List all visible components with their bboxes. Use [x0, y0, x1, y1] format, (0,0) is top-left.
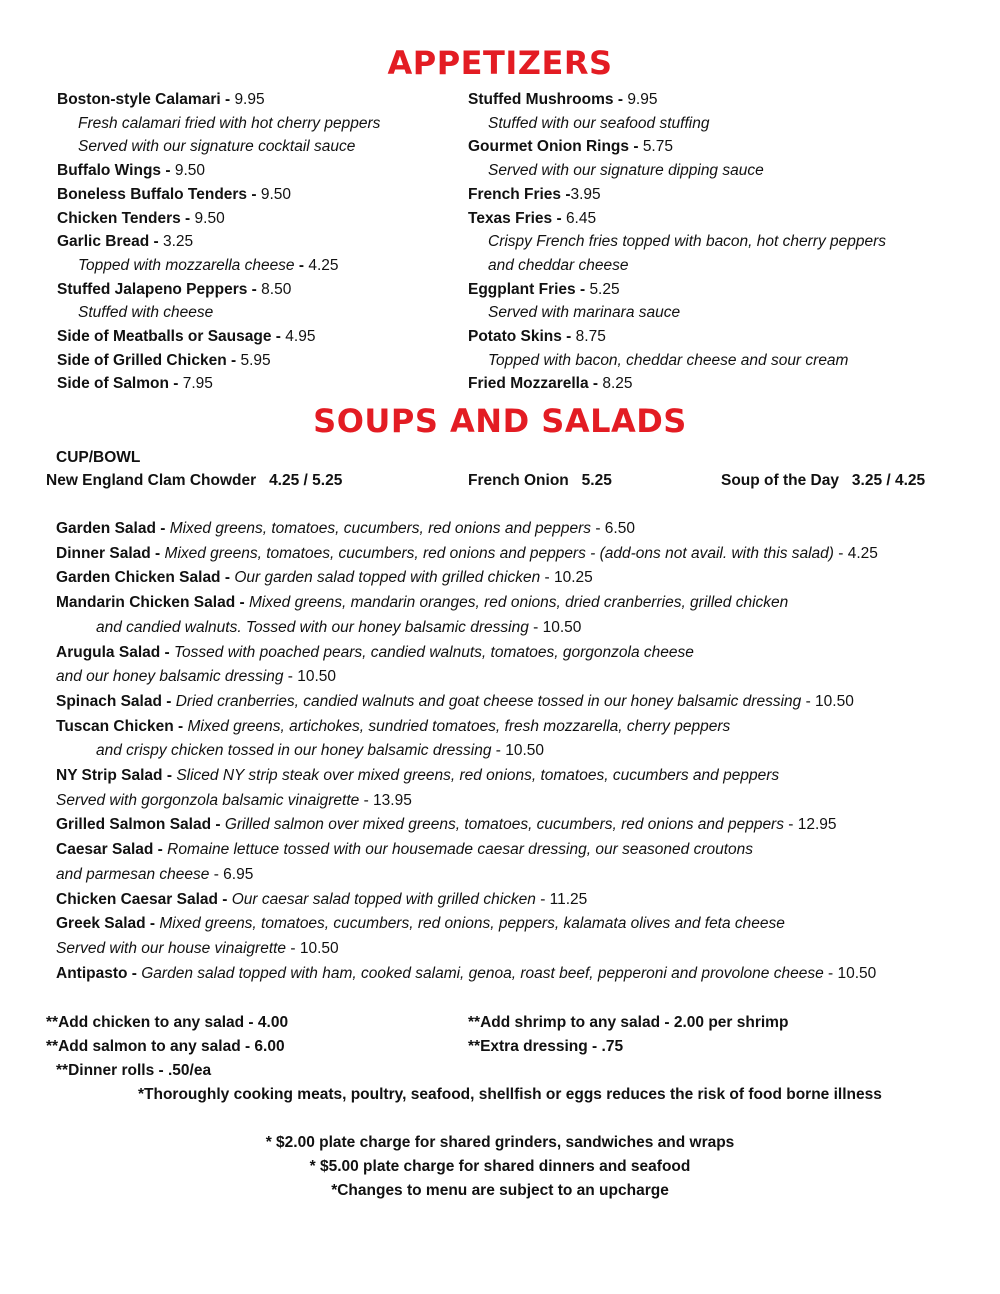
salad-price: - 10.50 — [491, 742, 545, 760]
menu-item — [468, 185, 601, 205]
item-name: Side of Meatballs or Sausage - — [57, 328, 286, 345]
addon-salmon: **Add salmon to any salad - 6.00 — [46, 1038, 285, 1055]
salad-price: - 10.50 — [283, 668, 337, 686]
salad-line — [56, 890, 587, 910]
salad-description: Mixed greens, tomatoes, cucumbers, red onions and peppers - (add-ons not avail. with this salad) — [164, 544, 834, 562]
item-price: 3.25 — [162, 233, 194, 251]
salad-description: Served with gorgonzola balsamic vinaigrette — [56, 791, 360, 809]
salad-description: and parmesan cheese — [56, 865, 210, 883]
item-name: French Fries - — [468, 185, 571, 203]
addon-shrimp: **Add shrimp to any salad - 2.00 per shrimp — [468, 1014, 789, 1031]
addon-chicken: **Add chicken to any salad - 4.00 — [46, 1014, 289, 1031]
menu-item — [468, 280, 620, 300]
salad-price: - 6.95 — [209, 865, 254, 883]
item-name: Chicken Tenders - — [57, 209, 195, 227]
item-price: 8.75 — [575, 328, 606, 345]
salad-line — [56, 840, 753, 860]
item-description: Served with marinara sauce — [488, 304, 681, 322]
item-name: Boneless Buffalo Tenders - — [57, 185, 261, 203]
appetizers-heading: APPETIZERS — [387, 44, 613, 82]
item-price: 9.50 — [260, 185, 292, 203]
salad-line — [56, 692, 854, 712]
salad-line — [56, 593, 788, 613]
salad-description: and our honey balsamic dressing — [56, 668, 284, 686]
salad-price: - 4.25 — [833, 544, 878, 562]
salad-line — [56, 914, 785, 934]
salad-description: Served with our house vinaigrette — [56, 939, 287, 957]
item-description: and cheddar cheese — [488, 256, 629, 274]
item-description: Topped with bacon, cheddar cheese and sour cream — [488, 351, 849, 369]
salad-price: - 10.25 — [540, 569, 593, 587]
salad-description: Our caesar salad topped with grilled chicken — [231, 890, 536, 908]
salad-line — [56, 667, 336, 687]
salad-name: Garden Chicken Salad - — [56, 569, 235, 587]
menu-item-description — [488, 114, 709, 134]
item-name: Stuffed Jalapeno Peppers - — [57, 280, 262, 298]
item-price: 9.95 — [627, 91, 658, 108]
soup-item-french-onion: French Onion 5.25 — [468, 472, 612, 489]
salad-description: Mixed greens, tomatoes, cucumbers, red onions, peppers, kalamata olives and feta cheese — [159, 915, 785, 933]
item-name: Buffalo Wings - — [57, 162, 175, 180]
salad-line — [56, 815, 837, 835]
salad-line — [96, 618, 581, 638]
salad-line — [96, 741, 544, 761]
food-safety-notice: *Thoroughly cooking meats, poultry, seafood, shellfish or eggs reduces the risk of food borne illness — [138, 1086, 882, 1103]
salad-line — [56, 791, 412, 811]
addon-extra-dressing: **Extra dressing - .75 — [468, 1038, 624, 1055]
item-name: Stuffed Mushrooms - — [468, 91, 628, 108]
salad-description: and candied walnuts. Tossed with our honey balsamic dressing — [96, 618, 529, 636]
plate-charge-sandwiches: * $2.00 plate charge for shared grinders, sandwiches and wraps — [265, 1134, 735, 1151]
menu-item — [468, 374, 633, 394]
salad-description: Tossed with poached pears, candied walnuts, tomatoes, gorgonzola cheese — [174, 643, 694, 661]
salad-line — [56, 519, 635, 539]
menu-item-description — [78, 114, 380, 134]
item-name: Texas Fries - — [468, 209, 566, 227]
item-name: Eggplant Fries - — [468, 280, 590, 298]
menu-changes-notice: *Changes to menu are subject to an upcharge — [331, 1182, 669, 1199]
item-price: 5.25 — [589, 280, 620, 298]
item-name: Gourmet Onion Rings - — [468, 138, 643, 156]
salad-price: - 10.50 — [823, 964, 877, 982]
menu-item-description — [78, 303, 213, 323]
salad-description: Romaine lettuce tossed with our housemade caesar dressing, our seasoned croutons — [167, 841, 754, 859]
salad-name: NY Strip Salad - — [56, 767, 177, 784]
salad-price: - 13.95 — [359, 791, 412, 809]
item-price: 5.75 — [642, 138, 673, 156]
item-price: 5.95 — [240, 351, 271, 369]
item-price: 4.95 — [285, 328, 316, 345]
salad-name: Antipasto - — [56, 964, 142, 982]
item-name: Garlic Bread - — [57, 233, 163, 251]
plate-charge-dinners: * $5.00 plate charge for shared dinners and seafood — [309, 1158, 691, 1175]
salad-description: Grilled salmon over mixed greens, tomatoes, cucumbers, red onions and peppers — [224, 816, 784, 834]
menu-item-description — [488, 351, 848, 371]
menu-item — [57, 161, 205, 181]
salad-name: Dinner Salad - — [56, 544, 165, 562]
item-description: Served with our signature dipping sauce — [488, 162, 764, 180]
menu-item-description — [488, 303, 680, 323]
salad-description: Mixed greens, mandarin oranges, red onions, dried cranberries, grilled chicken — [248, 594, 789, 612]
menu-item — [468, 137, 673, 157]
salad-name: Chicken Caesar Salad - — [56, 890, 232, 908]
menu-item-description — [488, 161, 764, 181]
item-name: Potato Skins - — [468, 328, 576, 345]
item-price: 8.50 — [261, 280, 292, 298]
salad-name: Garden Salad - — [56, 520, 170, 537]
menu-item — [57, 327, 315, 347]
soup-item-soup-of-the-day: Soup of the Day 3.25 / 4.25 — [721, 472, 926, 489]
salad-name: Spinach Salad - — [56, 692, 176, 710]
salad-line — [56, 766, 779, 786]
item-price: 9.95 — [234, 91, 265, 108]
salad-line — [56, 717, 730, 737]
salad-description: Our garden salad topped with grilled chicken — [234, 569, 541, 587]
menu-item-description — [488, 256, 628, 276]
salad-description: Mixed greens, artichokes, sundried tomatoes, fresh mozzarella, cherry peppers — [187, 717, 731, 735]
menu-item — [57, 232, 193, 252]
menu-item — [468, 327, 606, 347]
salad-line — [56, 964, 876, 984]
salad-name: Arugula Salad - — [56, 643, 174, 661]
addon-dinner-rolls: **Dinner rolls - .50/ea — [56, 1062, 212, 1079]
item-description: Fresh calamari fried with hot cherry peppers — [78, 114, 381, 132]
salad-line — [56, 939, 339, 959]
menu-item — [57, 374, 213, 394]
item-name: Fried Mozzarella - — [468, 375, 603, 393]
salad-name: Greek Salad - — [56, 915, 160, 933]
salad-description: and crispy chicken tossed in our honey balsamic dressing — [96, 742, 492, 760]
item-price: 4.25 — [308, 256, 339, 274]
menu-item — [468, 90, 657, 110]
menu-item-description — [78, 256, 339, 276]
salad-price: - 6.50 — [591, 520, 635, 537]
menu-item — [57, 351, 271, 371]
salad-line — [56, 865, 253, 885]
salad-name: Tuscan Chicken - — [56, 717, 188, 735]
salad-line — [56, 643, 694, 663]
menu-item — [57, 90, 265, 110]
cup-bowl-label: CUP/BOWL — [56, 449, 141, 466]
salad-name: Grilled Salmon Salad - — [56, 816, 225, 834]
menu-item — [57, 280, 291, 300]
soups-salads-heading: SOUPS AND SALADS — [313, 402, 687, 440]
item-description: Stuffed with our seafood stuffing — [488, 114, 710, 132]
item-price: 8.25 — [602, 375, 633, 393]
salad-description: Dried cranberries, candied walnuts and goat cheese tossed in our honey balsamic dressing — [175, 692, 802, 710]
item-description: Crispy French fries topped with bacon, hot cherry peppers — [488, 233, 887, 251]
item-name: Side of Salmon - — [57, 375, 183, 393]
menu-item — [57, 185, 291, 205]
menu-item-description — [488, 232, 886, 252]
salad-price: - 10.50 — [801, 692, 854, 710]
menu-item — [57, 209, 225, 229]
menu-item-description — [78, 137, 355, 157]
item-separator: - — [294, 256, 309, 274]
salad-name: Mandarin Chicken Salad - — [56, 594, 249, 612]
salad-description: Garden salad topped with ham, cooked salami, genoa, roast beef, pepperoni and provolone cheese — [141, 964, 824, 982]
item-name: Boston-style Calamari - — [57, 91, 235, 108]
salad-description: Mixed greens, tomatoes, cucumbers, red onions and peppers — [169, 520, 592, 537]
item-price: 9.50 — [174, 162, 205, 180]
salad-price: - 10.50 — [528, 618, 582, 636]
salad-line — [56, 544, 878, 564]
salad-price: - 12.95 — [783, 816, 837, 834]
salad-line — [56, 568, 593, 588]
item-price: 3.95 — [570, 185, 601, 203]
salad-price: - 10.50 — [286, 939, 339, 957]
item-price: 9.50 — [194, 209, 225, 227]
soup-item-clam-chowder: New England Clam Chowder 4.25 / 5.25 — [46, 472, 343, 489]
item-description: Served with our signature cocktail sauce — [78, 138, 356, 156]
salad-price: - 11.25 — [535, 890, 588, 908]
item-price: 6.45 — [565, 209, 597, 227]
salad-description: Sliced NY strip steak over mixed greens, red onions, tomatoes, cucumbers and peppers — [176, 767, 780, 784]
salad-name: Caesar Salad - — [56, 841, 168, 859]
item-description: Stuffed with cheese — [78, 304, 214, 322]
item-name: Side of Grilled Chicken - — [57, 351, 241, 369]
item-description: Topped with mozzarella cheese — [78, 256, 295, 274]
menu-item — [468, 209, 596, 229]
item-price: 7.95 — [182, 375, 213, 393]
